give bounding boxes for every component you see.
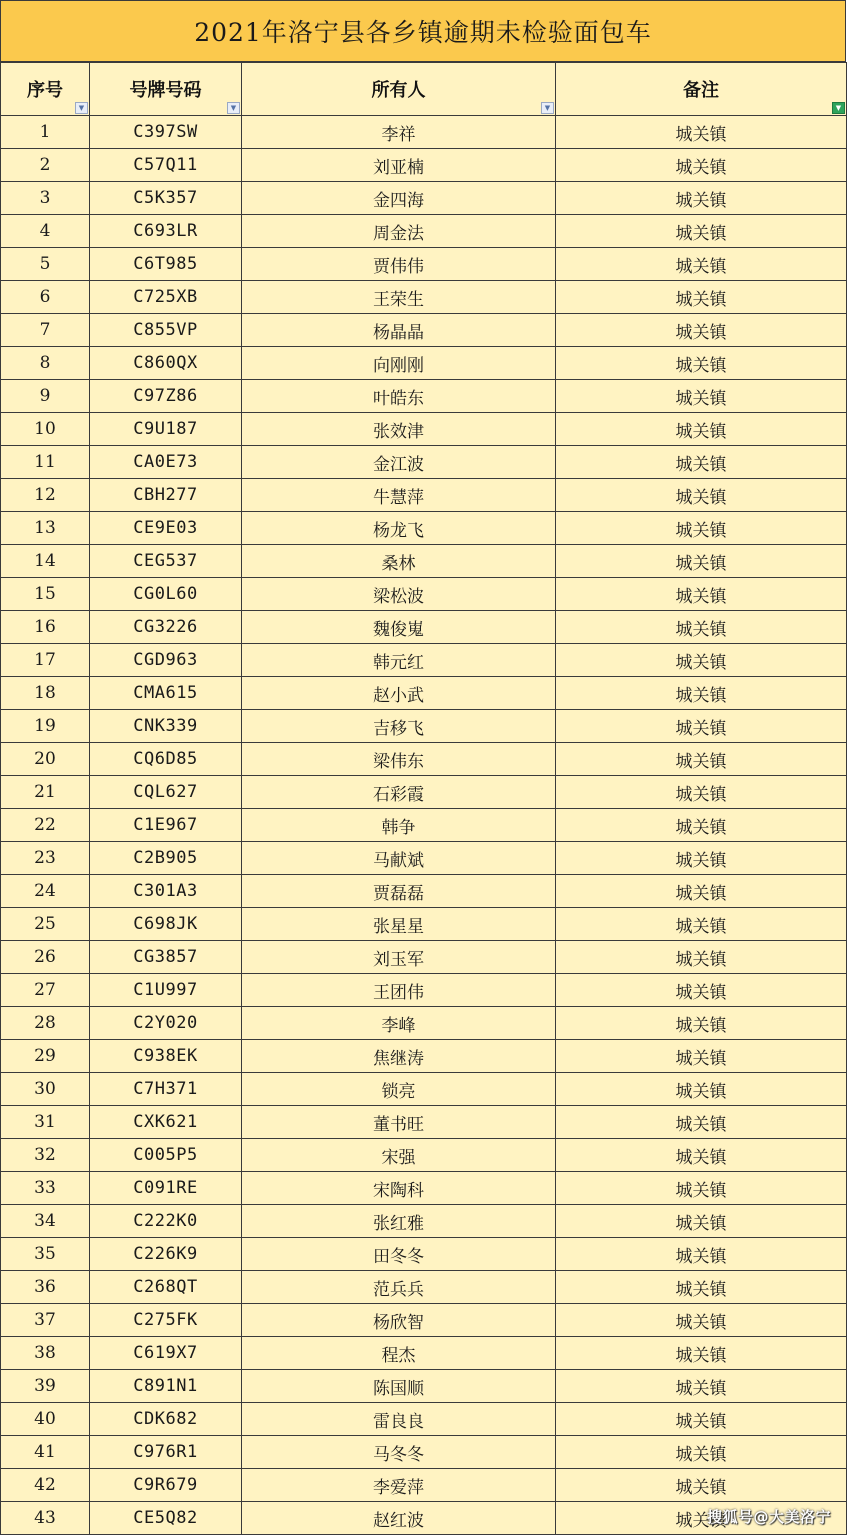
cell-plate[interactable]: C97Z86 — [90, 380, 242, 413]
cell-remark[interactable]: 城关镇 — [556, 1502, 847, 1535]
cell-remark[interactable]: 城关镇 — [556, 116, 847, 149]
cell-owner[interactable]: 锁亮 — [242, 1073, 556, 1106]
cell-plate[interactable]: CDK682 — [90, 1403, 242, 1436]
cell-index[interactable]: 24 — [1, 875, 90, 908]
cell-index[interactable]: 41 — [1, 1436, 90, 1469]
cell-plate[interactable]: C698JK — [90, 908, 242, 941]
cell-owner[interactable]: 向刚刚 — [242, 347, 556, 380]
cell-owner[interactable]: 叶皓东 — [242, 380, 556, 413]
cell-owner[interactable]: 赵小武 — [242, 677, 556, 710]
cell-remark[interactable]: 城关镇 — [556, 776, 847, 809]
table-row — [1, 908, 847, 941]
cell-plate[interactable]: C268QT — [90, 1271, 242, 1304]
cell-plate[interactable]: C7H371 — [90, 1073, 242, 1106]
cell-index[interactable]: 5 — [1, 248, 90, 281]
active-filter-funnel-icon[interactable]: ▼ — [832, 102, 845, 114]
cell-index[interactable]: 10 — [1, 413, 90, 446]
cell-plate[interactable]: CA0E73 — [90, 446, 242, 479]
cell-remark[interactable]: 城关镇 — [556, 413, 847, 446]
table-row — [1, 677, 847, 710]
cell-owner[interactable]: 李峰 — [242, 1007, 556, 1040]
table-row — [1, 611, 847, 644]
cell-plate[interactable]: C9U187 — [90, 413, 242, 446]
table-row — [1, 1139, 847, 1172]
cell-index[interactable]: 29 — [1, 1040, 90, 1073]
cell-index[interactable]: 37 — [1, 1304, 90, 1337]
table-row — [1, 149, 847, 182]
cell-plate[interactable]: CG0L60 — [90, 578, 242, 611]
cell-index[interactable]: 21 — [1, 776, 90, 809]
cell-owner[interactable]: 魏俊嵬 — [242, 611, 556, 644]
cell-remark[interactable]: 城关镇 — [556, 644, 847, 677]
cell-index[interactable]: 18 — [1, 677, 90, 710]
cell-index[interactable]: 19 — [1, 710, 90, 743]
cell-plate[interactable]: C226K9 — [90, 1238, 242, 1271]
cell-owner[interactable]: 田冬冬 — [242, 1238, 556, 1271]
cell-plate[interactable]: CBH277 — [90, 479, 242, 512]
cell-index[interactable]: 38 — [1, 1337, 90, 1370]
cell-plate[interactable]: CE9E03 — [90, 512, 242, 545]
table-row — [1, 743, 847, 776]
cell-plate[interactable]: C855VP — [90, 314, 242, 347]
table-row — [1, 578, 847, 611]
cell-remark[interactable]: 城关镇 — [556, 1106, 847, 1139]
cell-remark[interactable]: 城关镇 — [556, 380, 847, 413]
cell-index[interactable]: 4 — [1, 215, 90, 248]
cell-index[interactable]: 36 — [1, 1271, 90, 1304]
cell-plate[interactable]: CMA615 — [90, 677, 242, 710]
cell-plate[interactable]: CQ6D85 — [90, 743, 242, 776]
cell-remark[interactable]: 城关镇 — [556, 248, 847, 281]
cell-owner[interactable]: 宋强 — [242, 1139, 556, 1172]
cell-plate[interactable]: C275FK — [90, 1304, 242, 1337]
table-row — [1, 1007, 847, 1040]
cell-remark[interactable]: 城关镇 — [556, 1304, 847, 1337]
table-row — [1, 1436, 847, 1469]
cell-owner[interactable]: 韩元红 — [242, 644, 556, 677]
cell-owner[interactable]: 赵红波 — [242, 1502, 556, 1535]
cell-index[interactable]: 7 — [1, 314, 90, 347]
cell-plate[interactable]: C091RE — [90, 1172, 242, 1205]
cell-plate[interactable]: C5K357 — [90, 182, 242, 215]
cell-remark[interactable]: 城关镇 — [556, 314, 847, 347]
cell-plate[interactable]: C005P5 — [90, 1139, 242, 1172]
cell-index[interactable]: 34 — [1, 1205, 90, 1238]
column-header-label: 所有人 — [371, 80, 426, 101]
cell-owner[interactable]: 张红雅 — [242, 1205, 556, 1238]
cell-plate[interactable]: C9R679 — [90, 1469, 242, 1502]
cell-remark[interactable]: 城关镇 — [556, 1370, 847, 1403]
cell-index[interactable]: 27 — [1, 974, 90, 1007]
table-row — [1, 1040, 847, 1073]
table-row — [1, 1337, 847, 1370]
column-header-owner — [242, 63, 556, 116]
table-row — [1, 446, 847, 479]
table-row — [1, 1403, 847, 1436]
cell-plate[interactable]: CE5Q82 — [90, 1502, 242, 1535]
cell-remark[interactable]: 城关镇 — [556, 809, 847, 842]
cell-index[interactable]: 8 — [1, 347, 90, 380]
cell-plate[interactable]: C891N1 — [90, 1370, 242, 1403]
cell-remark[interactable]: 城关镇 — [556, 149, 847, 182]
cell-remark[interactable]: 城关镇 — [556, 1469, 847, 1502]
column-header-index — [1, 63, 90, 116]
table-row — [1, 380, 847, 413]
table-row — [1, 1370, 847, 1403]
table-row — [1, 941, 847, 974]
sheet-title: 2021年洛宁县各乡镇逾期未检验面包车 — [0, 0, 846, 62]
table-row — [1, 809, 847, 842]
cell-remark[interactable]: 城关镇 — [556, 182, 847, 215]
table-body — [1, 116, 847, 1535]
table-row — [1, 1073, 847, 1106]
cell-owner[interactable]: 桑林 — [242, 545, 556, 578]
cell-index[interactable]: 13 — [1, 512, 90, 545]
cell-remark[interactable]: 城关镇 — [556, 479, 847, 512]
table-row — [1, 281, 847, 314]
cell-index[interactable]: 30 — [1, 1073, 90, 1106]
cell-owner[interactable]: 贾伟伟 — [242, 248, 556, 281]
cell-owner[interactable]: 张效津 — [242, 413, 556, 446]
table-row — [1, 1238, 847, 1271]
cell-plate[interactable]: C2B905 — [90, 842, 242, 875]
cell-index[interactable]: 40 — [1, 1403, 90, 1436]
table-row — [1, 116, 847, 149]
column-header-remark — [556, 63, 847, 116]
cell-owner[interactable]: 宋陶科 — [242, 1172, 556, 1205]
table-row — [1, 644, 847, 677]
cell-remark[interactable]: 城关镇 — [556, 281, 847, 314]
cell-remark[interactable]: 城关镇 — [556, 1238, 847, 1271]
cell-index[interactable]: 32 — [1, 1139, 90, 1172]
cell-owner[interactable]: 张星星 — [242, 908, 556, 941]
cell-plate[interactable]: C1E967 — [90, 809, 242, 842]
cell-plate[interactable]: CXK621 — [90, 1106, 242, 1139]
cell-plate[interactable]: C938EK — [90, 1040, 242, 1073]
cell-plate[interactable]: CNK339 — [90, 710, 242, 743]
table-row — [1, 479, 847, 512]
cell-remark[interactable]: 城关镇 — [556, 908, 847, 941]
cell-index[interactable]: 6 — [1, 281, 90, 314]
cell-owner[interactable]: 吉移飞 — [242, 710, 556, 743]
cell-remark[interactable]: 城关镇 — [556, 215, 847, 248]
cell-owner[interactable]: 雷良良 — [242, 1403, 556, 1436]
cell-remark[interactable]: 城关镇 — [556, 1073, 847, 1106]
cell-owner[interactable]: 牛慧萍 — [242, 479, 556, 512]
cell-plate[interactable]: C619X7 — [90, 1337, 242, 1370]
cell-remark[interactable]: 城关镇 — [556, 512, 847, 545]
table-row — [1, 1205, 847, 1238]
cell-plate[interactable]: C6T985 — [90, 248, 242, 281]
cell-index[interactable]: 33 — [1, 1172, 90, 1205]
cell-owner[interactable]: 韩争 — [242, 809, 556, 842]
cell-owner[interactable]: 王荣生 — [242, 281, 556, 314]
table-row — [1, 413, 847, 446]
cell-plate[interactable]: CG3226 — [90, 611, 242, 644]
table-row — [1, 776, 847, 809]
cell-index[interactable]: 43 — [1, 1502, 90, 1535]
cell-owner[interactable]: 金四海 — [242, 182, 556, 215]
cell-index[interactable]: 3 — [1, 182, 90, 215]
cell-remark[interactable]: 城关镇 — [556, 545, 847, 578]
cell-owner[interactable]: 金江波 — [242, 446, 556, 479]
table-row — [1, 875, 847, 908]
cell-remark[interactable]: 城关镇 — [556, 743, 847, 776]
cell-owner[interactable]: 陈国顺 — [242, 1370, 556, 1403]
cell-index[interactable]: 23 — [1, 842, 90, 875]
table-row — [1, 248, 847, 281]
cell-plate[interactable]: CQL627 — [90, 776, 242, 809]
cell-index[interactable]: 11 — [1, 446, 90, 479]
cell-index[interactable]: 16 — [1, 611, 90, 644]
cell-owner[interactable]: 杨晶晶 — [242, 314, 556, 347]
cell-owner[interactable]: 刘玉军 — [242, 941, 556, 974]
cell-remark[interactable]: 城关镇 — [556, 1040, 847, 1073]
cell-owner[interactable]: 贾磊磊 — [242, 875, 556, 908]
vehicle-table — [0, 62, 847, 1535]
cell-plate[interactable]: C1U997 — [90, 974, 242, 1007]
table-row — [1, 545, 847, 578]
cell-remark[interactable]: 城关镇 — [556, 1205, 847, 1238]
table-row — [1, 1469, 847, 1502]
column-header-label: 备注 — [683, 80, 719, 101]
watermark-text: 搜狐号@大美洛宁 — [706, 1508, 831, 1526]
table-row — [1, 1304, 847, 1337]
column-header-label: 号牌号码 — [129, 80, 202, 101]
cell-remark[interactable]: 城关镇 — [556, 941, 847, 974]
table-row — [1, 1172, 847, 1205]
cell-remark[interactable]: 城关镇 — [556, 578, 847, 611]
cell-owner[interactable]: 焦继涛 — [242, 1040, 556, 1073]
table-row — [1, 1106, 847, 1139]
cell-remark[interactable]: 城关镇 — [556, 974, 847, 1007]
cell-remark[interactable]: 城关镇 — [556, 710, 847, 743]
cell-remark[interactable]: 城关镇 — [556, 1271, 847, 1304]
cell-index[interactable]: 17 — [1, 644, 90, 677]
cell-owner[interactable]: 王团伟 — [242, 974, 556, 1007]
cell-remark[interactable]: 城关镇 — [556, 842, 847, 875]
cell-remark[interactable]: 城关镇 — [556, 677, 847, 710]
cell-plate[interactable]: CGD963 — [90, 644, 242, 677]
cell-owner[interactable]: 杨欣智 — [242, 1304, 556, 1337]
cell-owner[interactable]: 程杰 — [242, 1337, 556, 1370]
cell-plate[interactable]: C693LR — [90, 215, 242, 248]
column-header-label: 序号 — [27, 80, 63, 101]
table-row — [1, 842, 847, 875]
cell-owner[interactable]: 李祥 — [242, 116, 556, 149]
cell-plate[interactable]: C397SW — [90, 116, 242, 149]
table-row — [1, 1271, 847, 1304]
cell-index[interactable]: 15 — [1, 578, 90, 611]
cell-remark[interactable]: 城关镇 — [556, 875, 847, 908]
cell-index[interactable]: 42 — [1, 1469, 90, 1502]
filter-dropdown-icon[interactable]: ▼ — [227, 102, 240, 114]
cell-index[interactable]: 35 — [1, 1238, 90, 1271]
cell-owner[interactable]: 梁松波 — [242, 578, 556, 611]
table-row — [1, 215, 847, 248]
cell-plate[interactable]: C222K0 — [90, 1205, 242, 1238]
cell-plate[interactable]: C2Y020 — [90, 1007, 242, 1040]
cell-index[interactable]: 25 — [1, 908, 90, 941]
cell-remark[interactable]: 城关镇 — [556, 446, 847, 479]
cell-owner[interactable]: 马冬冬 — [242, 1436, 556, 1469]
cell-remark[interactable]: 城关镇 — [556, 1403, 847, 1436]
cell-index[interactable]: 1 — [1, 116, 90, 149]
filter-dropdown-icon[interactable]: ▼ — [75, 102, 88, 114]
table-row — [1, 182, 847, 215]
cell-remark[interactable]: 城关镇 — [556, 347, 847, 380]
cell-owner[interactable]: 梁伟东 — [242, 743, 556, 776]
cell-index[interactable]: 28 — [1, 1007, 90, 1040]
cell-index[interactable]: 2 — [1, 149, 90, 182]
cell-remark[interactable]: 城关镇 — [556, 1139, 847, 1172]
cell-index[interactable]: 14 — [1, 545, 90, 578]
table-row — [1, 710, 847, 743]
cell-index[interactable]: 26 — [1, 941, 90, 974]
cell-owner[interactable]: 董书旺 — [242, 1106, 556, 1139]
table-row — [1, 974, 847, 1007]
cell-remark[interactable]: 城关镇 — [556, 1172, 847, 1205]
cell-index[interactable]: 9 — [1, 380, 90, 413]
cell-owner[interactable]: 范兵兵 — [242, 1271, 556, 1304]
cell-index[interactable]: 31 — [1, 1106, 90, 1139]
cell-index[interactable]: 22 — [1, 809, 90, 842]
table-row — [1, 314, 847, 347]
cell-remark[interactable]: 城关镇 — [556, 1337, 847, 1370]
table-row — [1, 512, 847, 545]
cell-index[interactable]: 12 — [1, 479, 90, 512]
cell-remark[interactable]: 城关镇 — [556, 1007, 847, 1040]
cell-remark[interactable]: 城关镇 — [556, 1436, 847, 1469]
cell-index[interactable]: 39 — [1, 1370, 90, 1403]
cell-plate[interactable]: C976R1 — [90, 1436, 242, 1469]
cell-owner[interactable]: 刘亚楠 — [242, 149, 556, 182]
cell-plate[interactable]: CEG537 — [90, 545, 242, 578]
cell-plate[interactable]: C301A3 — [90, 875, 242, 908]
table-row — [1, 347, 847, 380]
cell-plate[interactable]: C725XB — [90, 281, 242, 314]
cell-owner[interactable]: 周金法 — [242, 215, 556, 248]
cell-plate[interactable]: CG3857 — [90, 941, 242, 974]
cell-owner[interactable]: 石彩霞 — [242, 776, 556, 809]
cell-owner[interactable]: 马献斌 — [242, 842, 556, 875]
cell-owner[interactable]: 李爱萍 — [242, 1469, 556, 1502]
cell-remark[interactable]: 城关镇 — [556, 611, 847, 644]
filter-dropdown-icon[interactable]: ▼ — [541, 102, 554, 114]
column-header-plate — [90, 63, 242, 116]
header-row — [1, 63, 847, 116]
cell-index[interactable]: 20 — [1, 743, 90, 776]
cell-plate[interactable]: C860QX — [90, 347, 242, 380]
cell-owner[interactable]: 杨龙飞 — [242, 512, 556, 545]
cell-plate[interactable]: C57Q11 — [90, 149, 242, 182]
